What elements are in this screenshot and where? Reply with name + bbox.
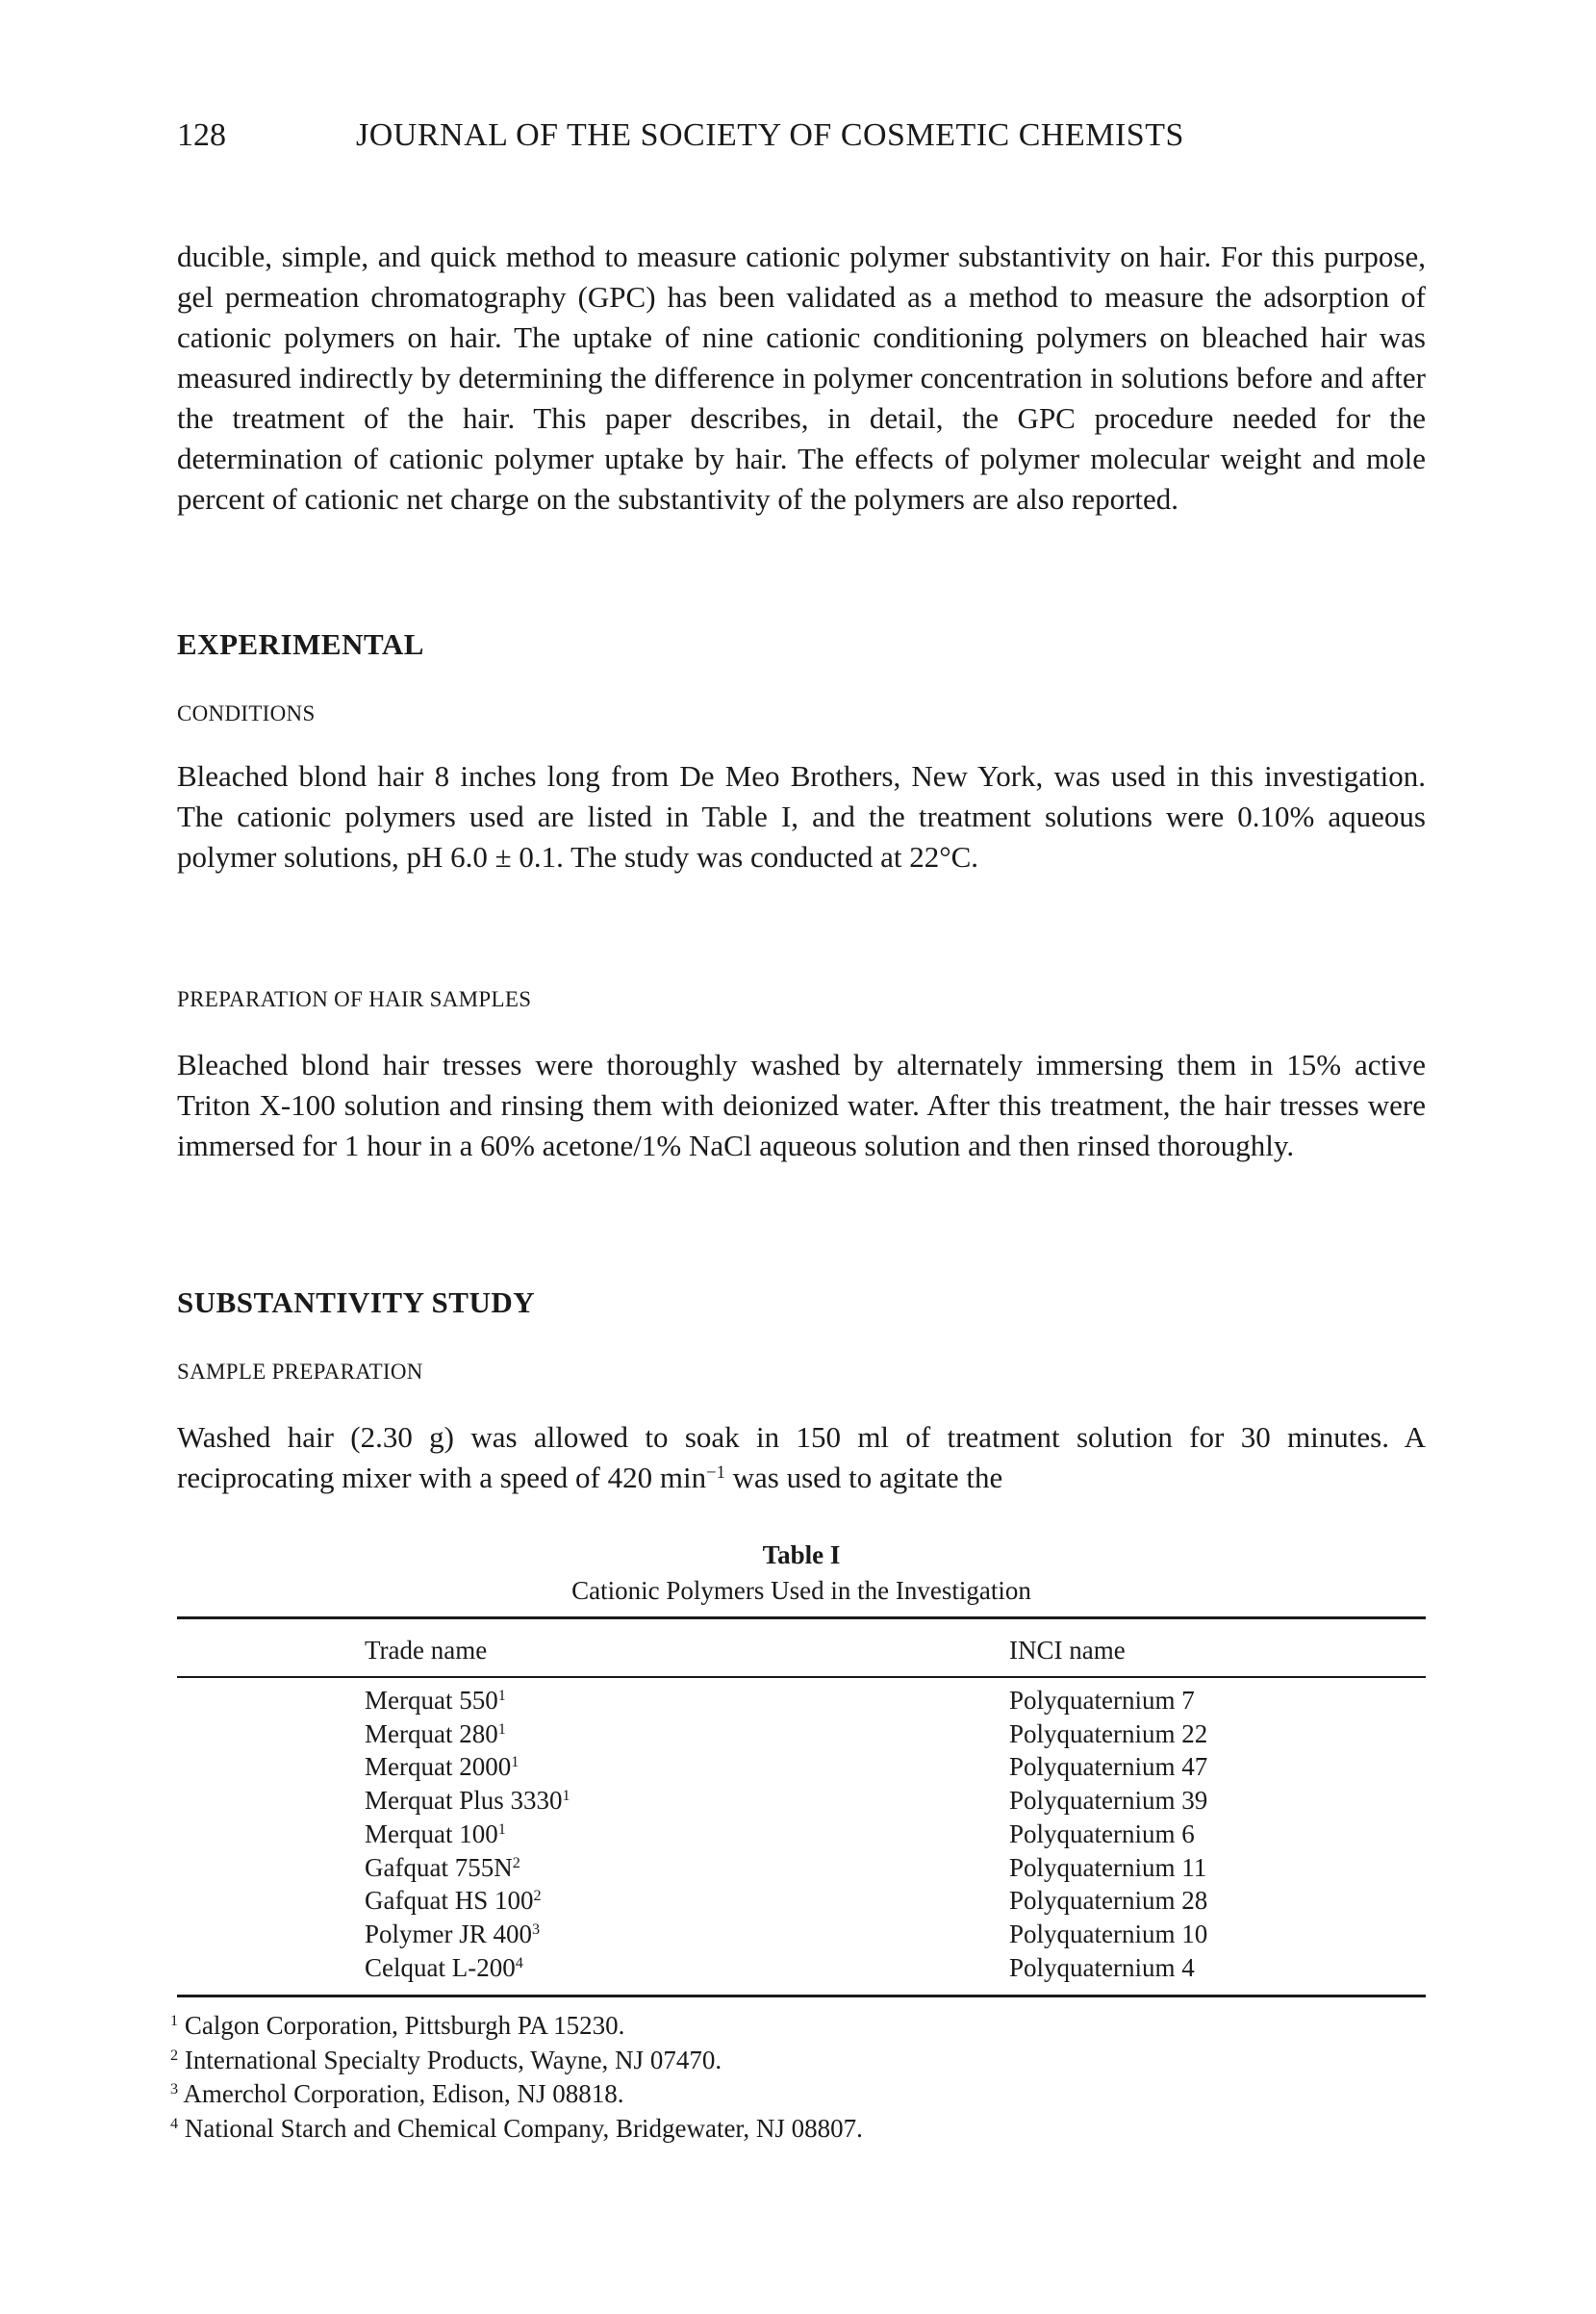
footnote-ref: 4 [515, 1953, 523, 1971]
footnote-ref: 1 [497, 1719, 506, 1738]
preparation-paragraph: Bleached blond hair tresses were thoroughly washed by alternately immersing them in 15% active Triton X-100 solution and rinsing them with deionized water. After this treatment, the hair tresses were immersed for 1 hour in a 60% acetone/1% NaCl aqueous solution and then rinsed thoroughly. [177, 1048, 1426, 1162]
trade-name-cell [365, 1752, 519, 1782]
sample-text-sup: −1 [706, 1462, 725, 1483]
table-caption: Cationic Polymers Used in the Investigation [571, 1576, 1031, 1605]
trade-name: Merquat 100 [365, 1818, 498, 1848]
table-bottom-rule [177, 1995, 1426, 1997]
footnote [170, 2114, 863, 2144]
footnote-ref: 2 [512, 1853, 520, 1871]
conditions-paragraph: Bleached blond hair 8 inches long from De Meo Brothers, New York, was used in this investigation. The cationic polymers used are listed in Table I, and the treatment solutions were 0.10% aqueous polymer solutions, pH 6.0 ± 0.1. The study was conducted at 22°C. [177, 759, 1426, 874]
table-label: Table I [762, 1540, 841, 1569]
column-header-trade-name: Trade name [365, 1636, 488, 1665]
footnote [170, 2011, 624, 2041]
inci-name-cell: Polyquaternium 10 [1009, 1919, 1208, 1948]
footnote-mark: 4 [170, 2114, 179, 2132]
footnote-ref: 2 [533, 1887, 542, 1905]
trade-name: Merquat 280 [365, 1718, 498, 1748]
intro-paragraph: ducible, simple, and quick method to measure cationic polymer substantivity on hair. For this purpose, gel permeation chromatography (GPC) has been validated as a method to measure the adsorption of cationic polymers on hair. The uptake of nine cationic conditioning polymers on bleached hair was measured indirectly by determining the difference in polymer concentration in solutions before and after the treatment of the hair. This paper describes, in detail, the GPC procedure needed for the determination of cationic polymer uptake by hair. The effects of polymer molecular weight and mole percent of cationic net charge on the substantivity of the polymers are also reported. [177, 240, 1426, 516]
inci-name-cell: Polyquaternium 39 [1009, 1786, 1208, 1816]
column-header-inci-name: INCI name [1009, 1636, 1126, 1665]
section-heading-experimental: EXPERIMENTAL [177, 627, 424, 661]
table-row [0, 1886, 1596, 1920]
table-row [0, 1686, 1596, 1719]
footnote-ref: 3 [532, 1920, 541, 1938]
table-row [0, 1920, 1596, 1953]
trade-name: Merquat 2000 [365, 1752, 512, 1782]
trade-name-cell [365, 1819, 506, 1849]
sample-preparation-paragraph [177, 1417, 1426, 1498]
inci-name-cell: Polyquaternium 4 [1009, 1952, 1195, 1982]
trade-name-cell [365, 1786, 570, 1816]
page-number: 128 [177, 117, 226, 153]
footnote-text: Calgon Corporation, Pittsburgh PA 15230. [184, 2011, 625, 2040]
footnote-mark: 2 [170, 2046, 179, 2064]
footnote-ref: 1 [497, 1687, 506, 1705]
sample-text-b: was used to agitate the [724, 1461, 1003, 1494]
table-header-rule [177, 1676, 1426, 1678]
running-header: JOURNAL OF THE SOCIETY OF COSMETIC CHEMISTS [356, 117, 1184, 153]
footnote-text: National Starch and Chemical Company, Bridgewater, NJ 08807. [184, 2113, 863, 2143]
trade-name-cell [365, 1886, 542, 1916]
footnote-text: International Specialty Products, Wayne, NJ 07470. [184, 2045, 722, 2074]
inci-name-cell: Polyquaternium 22 [1009, 1718, 1208, 1748]
footnote-ref: 1 [497, 1819, 506, 1838]
trade-name-cell [365, 1719, 506, 1749]
trade-name-cell [365, 1686, 506, 1716]
table-row [0, 1752, 1596, 1786]
footnote-ref: 1 [511, 1753, 519, 1771]
trade-name-cell [365, 1853, 520, 1883]
footnote [170, 2079, 624, 2109]
inci-name-cell: Polyquaternium 11 [1009, 1852, 1207, 1882]
footnote [170, 2046, 722, 2075]
sample-text-a: Washed hair (2.30 g) was allowed to soak in 150 ml of treatment solution for 30 minutes. A reciprocating mixer with a speed of 420 min [177, 1420, 1426, 1494]
subheading-sample-preparation: SAMPLE PREPARATION [177, 1360, 423, 1384]
trade-name: Gafquat 755N [365, 1852, 513, 1882]
table-row [0, 1719, 1596, 1753]
footnote-ref: 1 [562, 1787, 570, 1805]
trade-name: Celquat L-200 [365, 1952, 516, 1982]
subheading-preparation: PREPARATION OF HAIR SAMPLES [177, 987, 532, 1011]
footnote-mark: 3 [170, 2080, 179, 2098]
inci-name-cell: Polyquaternium 7 [1009, 1686, 1195, 1715]
trade-name: Merquat 550 [365, 1686, 498, 1715]
footnote-text: Amerchol Corporation, Edison, NJ 08818. [183, 2079, 624, 2108]
trade-name: Polymer JR 400 [365, 1919, 533, 1948]
table-row [0, 1786, 1596, 1819]
table-row [0, 1853, 1596, 1887]
table-row [0, 1953, 1596, 1987]
footnote-mark: 1 [170, 2012, 179, 2030]
trade-name-cell [365, 1920, 540, 1949]
trade-name: Gafquat HS 100 [365, 1886, 534, 1916]
subheading-conditions: CONDITIONS [177, 701, 316, 725]
trade-name-cell [365, 1953, 523, 1983]
inci-name-cell: Polyquaternium 6 [1009, 1818, 1195, 1848]
inci-name-cell: Polyquaternium 47 [1009, 1752, 1208, 1782]
table-row [0, 1819, 1596, 1853]
inci-name-cell: Polyquaternium 28 [1009, 1886, 1208, 1916]
table-top-rule [177, 1616, 1426, 1619]
trade-name: Merquat Plus 3330 [365, 1786, 563, 1816]
section-heading-substantivity: SUBSTANTIVITY STUDY [177, 1285, 536, 1319]
